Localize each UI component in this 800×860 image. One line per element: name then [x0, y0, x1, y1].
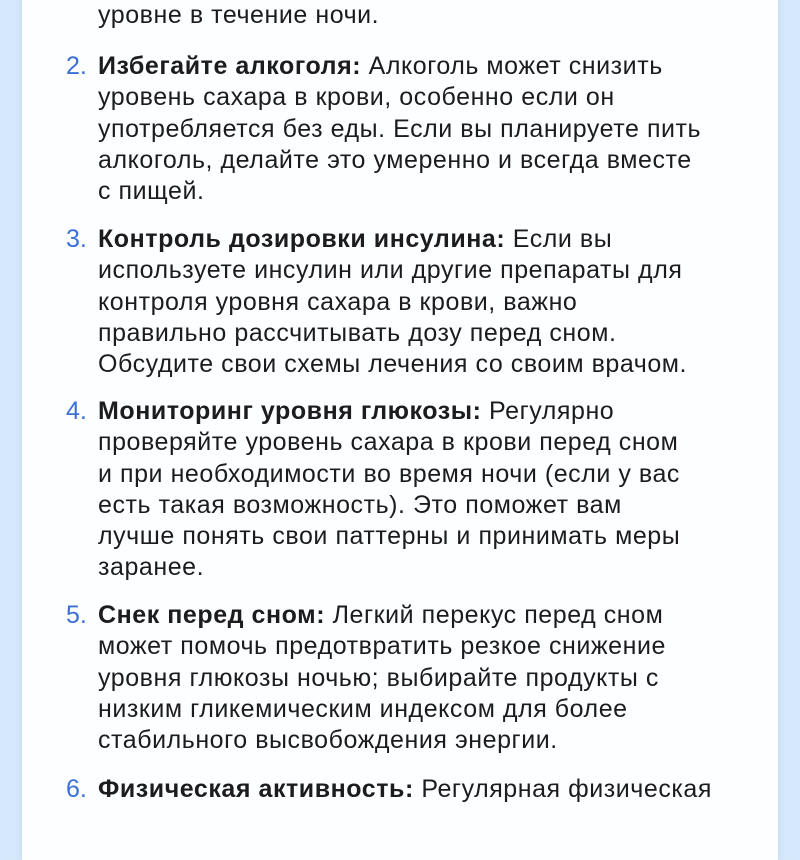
- item-title: Физическая активность:: [98, 775, 414, 803]
- list-number: 4.: [66, 397, 87, 425]
- item-title: Контроль дозировки инсулина:: [98, 225, 506, 253]
- list-item-text: Избегайте алкоголя: Алкоголь может снизить уровень сахара в крови, особенно если он употребляется без еды. Если вы планируете пить алкоголь, делайте это умеренно и всегда вместе с пищей.: [98, 52, 702, 206]
- list-item-text: Мониторинг уровня глюкозы: Регулярно проверяйте уровень сахара в крови перед сном и при необходимости во время ночи (если у вас есть такая возможность). Это поможет вам лучше понять свои паттерны и принимать меры заранее.: [98, 397, 681, 582]
- list-number: 5.: [66, 601, 87, 629]
- list-item-text: Физическая активность: Регулярная физическая: [98, 775, 712, 803]
- list-item-text: Снек перед сном: Легкий перекус перед сном может помочь предотвратить резкое снижение уровня глюкозы ночью; выбирайте продукты с низким гликемическим индексом для более стабильного высвобождения энергии.: [98, 601, 666, 755]
- list-number: 3.: [66, 225, 87, 253]
- item-title: Мониторинг уровня глюкозы:: [98, 397, 482, 425]
- list-item-text: Контроль дозировки инсулина: Если вы используете инсулин или другие препараты для контроля уровня сахара в крови, важно правильно рассчитывать дозу перед сном. Обсудите свои схемы лечения со своим врачом.: [98, 225, 688, 379]
- item-title: Избегайте алкоголя:: [98, 52, 362, 80]
- previous-item-fragment: уровне в течение ночи.: [98, 1, 380, 29]
- item-title: Снек перед сном:: [98, 601, 326, 629]
- list-number: 6.: [66, 775, 87, 803]
- list-number: 2.: [66, 52, 87, 80]
